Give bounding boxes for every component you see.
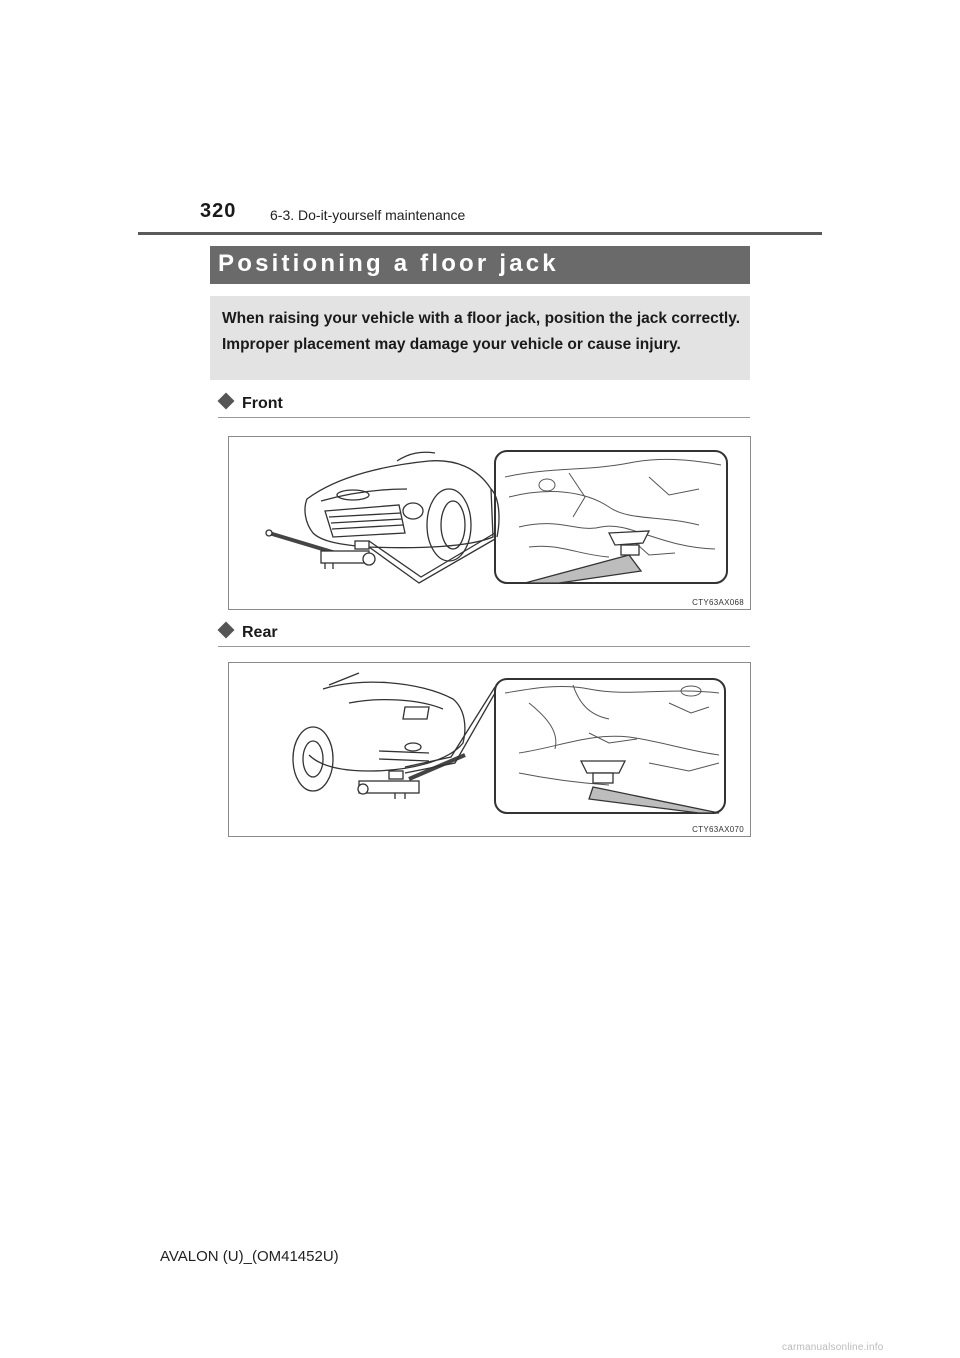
- figure-rear: [228, 662, 751, 837]
- footer-model: AVALON (U)_(OM41452U): [160, 1248, 339, 1265]
- subheading-front: [218, 395, 283, 413]
- section-title: Positioning a floor jack: [218, 250, 559, 277]
- chapter-label: 6-3. Do-it-yourself maintenance: [270, 207, 466, 223]
- page-number: 320: [200, 200, 237, 222]
- figure-front: [228, 436, 751, 610]
- diamond-bullet-icon: [218, 393, 235, 410]
- figure-rear-code: CTY63AX070: [692, 825, 744, 834]
- subheading-rear-rule: [218, 646, 750, 647]
- subheading-rear: [218, 624, 278, 642]
- header-rule: [138, 232, 822, 235]
- subheading-front-rule: [218, 417, 750, 418]
- subheading-rear-label: Rear: [242, 624, 278, 641]
- figure-front-code: CTY63AX068: [692, 598, 744, 607]
- front-jack-illustration: [229, 437, 750, 609]
- intro-text: When raising your vehicle with a floor jack, position the jack correctly. Improper placement may damage your vehicle or cause injury.: [222, 310, 740, 353]
- intro-box: [210, 296, 750, 380]
- section-title-bar: [210, 246, 750, 284]
- subheading-front-label: Front: [242, 395, 283, 412]
- watermark: carmanualsonline.info: [782, 1342, 884, 1353]
- rear-jack-illustration: [229, 663, 750, 836]
- diamond-bullet-icon: [218, 622, 235, 639]
